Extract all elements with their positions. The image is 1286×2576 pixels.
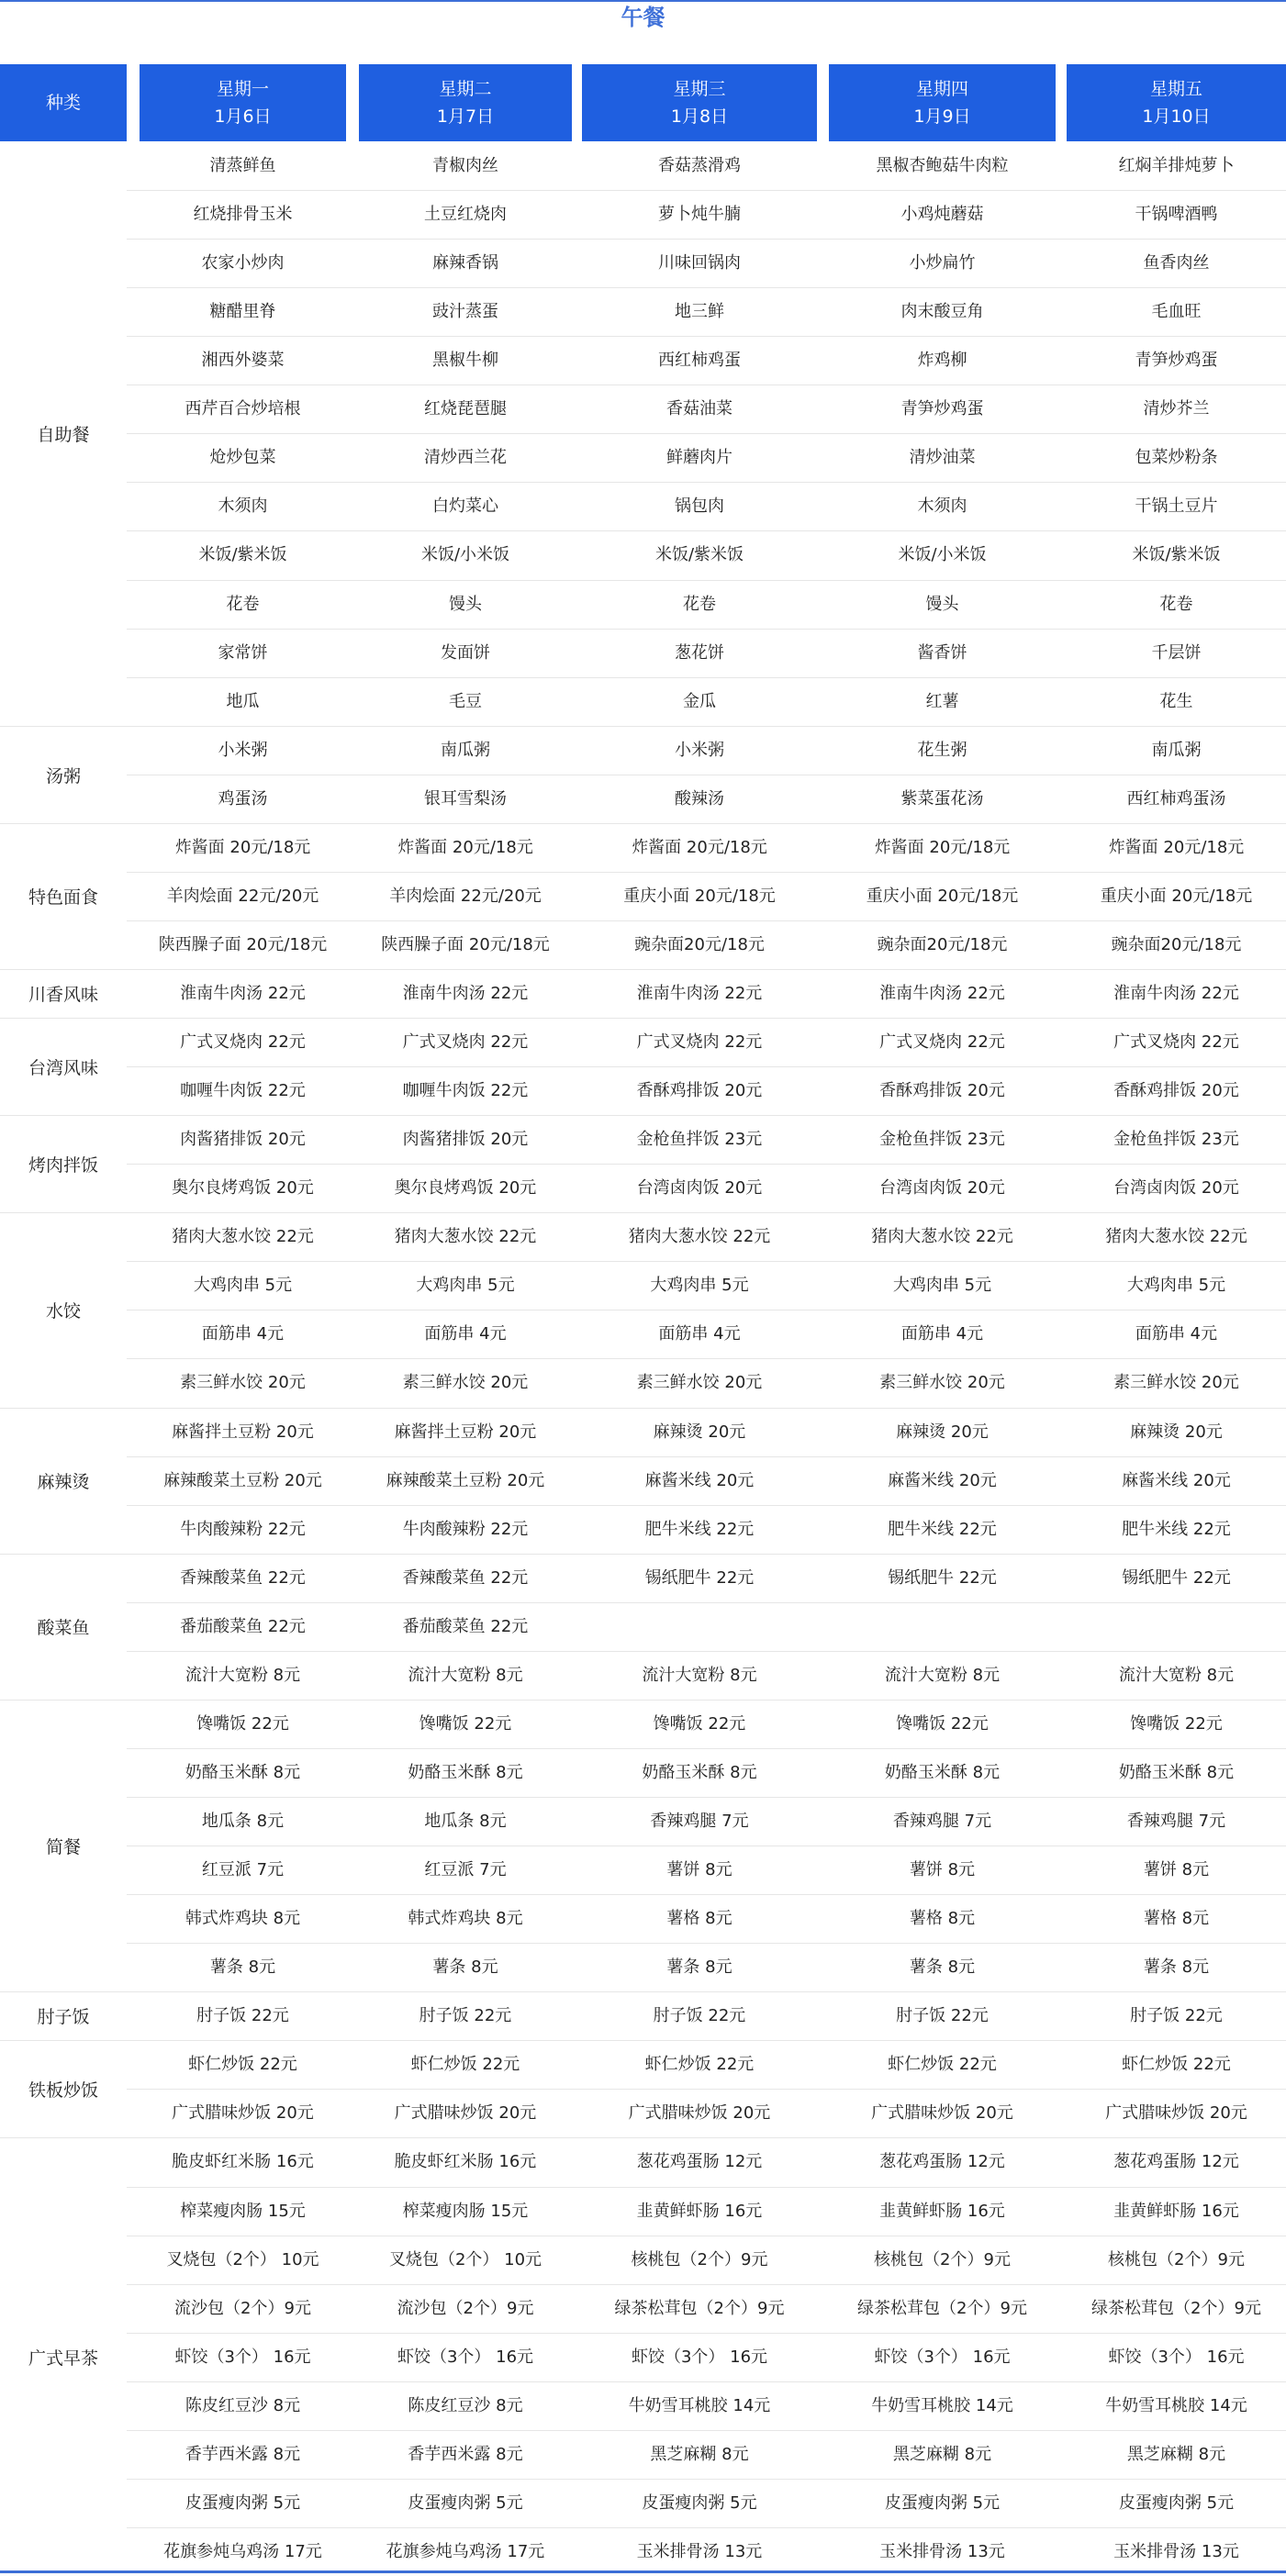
menu-item-tue: 流沙包（2个）9元 [397, 2299, 534, 2318]
menu-item-wed: 米饭/紫米饭 [654, 545, 744, 564]
menu-item-wed: 西红柿鸡蛋 [658, 351, 741, 370]
menu-item-mon: 馋嘴饭 22元 [196, 1714, 289, 1734]
menu-item-wed: 香菇蒸滑鸡 [658, 156, 741, 175]
menu-item-fri: 广式腊味炒饭 20元 [1105, 2103, 1247, 2123]
menu-item-tue: 米饭/小米饭 [420, 545, 510, 564]
menu-item-thu: 肘子饭 22元 [896, 2006, 989, 2025]
menu-item-thu: 猪肉大葱水饺 22元 [871, 1227, 1013, 1246]
menu-item-mon: 皮蛋瘦肉粥 5元 [185, 2493, 301, 2513]
menu-item-fri: 麻辣烫 20元 [1130, 1422, 1223, 1442]
menu-item-wed: 花卷 [683, 595, 716, 614]
page-title: 午餐 [621, 5, 665, 30]
menu-item-thu: 花生粥 [917, 741, 967, 760]
menu-item-wed: 奶酪玉米酥 8元 [642, 1763, 757, 1782]
menu-item-fri: 流汁大宽粉 8元 [1118, 1666, 1235, 1685]
menu-item-mon: 虾仁炒饭 22元 [188, 2055, 297, 2074]
menu-item-fri: 虾饺（3个） 16元 [1108, 2347, 1245, 2367]
menu-item-wed: 核桃包（2个）9元 [631, 2250, 768, 2269]
menu-item-fri: 薯条 8元 [1143, 1957, 1210, 1977]
menu-item-thu: 虾仁炒饭 22元 [888, 2055, 997, 2074]
menu-item-fri: 南瓜粥 [1151, 741, 1202, 760]
menu-item-mon: 鸡蛋汤 [218, 789, 268, 808]
menu-item-tue: 土豆红烧肉 [424, 205, 507, 224]
menu-item-mon: 香芋西米露 8元 [185, 2445, 301, 2464]
menu-item-tue: 青椒肉丝 [432, 156, 498, 175]
menu-item-thu: 重庆小面 20元/18元 [866, 887, 1019, 906]
menu-item-thu: 奶酪玉米酥 8元 [884, 1763, 1001, 1782]
menu-item-wed: 金枪鱼拌饭 23元 [636, 1130, 763, 1149]
menu-item-wed: 锡纸肥牛 22元 [644, 1568, 755, 1588]
menu-item-mon: 淮南牛肉汤 22元 [180, 984, 306, 1003]
menu-item-wed: 香菇油菜 [666, 399, 732, 418]
menu-item-tue: 奥尔良烤鸡饭 20元 [394, 1178, 537, 1198]
menu-item-fri: 薯格 8元 [1143, 1909, 1210, 1928]
menu-item-wed: 酸辣汤 [675, 789, 724, 808]
menu-item-thu: 香辣鸡腿 7元 [892, 1812, 992, 1831]
menu-item-wed: 猪肉大葱水饺 22元 [628, 1227, 771, 1246]
menu-item-fri: 花卷 [1159, 595, 1193, 614]
menu-item-fri: 清炒芥兰 [1143, 399, 1210, 418]
menu-item-thu: 韭黄鲜虾肠 16元 [879, 2202, 1005, 2221]
menu-item-mon: 米饭/紫米饭 [198, 545, 287, 564]
menu-item-fri: 虾仁炒饭 22元 [1122, 2055, 1231, 2074]
menu-item-fri: 香酥鸡排饭 20元 [1113, 1081, 1239, 1100]
menu-item-tue: 花旗参炖乌鸡汤 17元 [386, 2542, 545, 2561]
menu-item-fri: 葱花鸡蛋肠 12元 [1113, 2152, 1239, 2171]
menu-item-thu: 麻辣烫 20元 [896, 1422, 989, 1442]
menu-item-tue: 广式叉烧肉 22元 [402, 1032, 529, 1052]
menu-item-wed: 馋嘴饭 22元 [653, 1714, 746, 1734]
menu-item-thu: 素三鲜水饺 20元 [879, 1373, 1005, 1392]
header-date: 1月10日 [1142, 106, 1211, 127]
menu-item-thu: 青笋炒鸡蛋 [900, 399, 984, 418]
menu-item-fri: 薯饼 8元 [1143, 1860, 1210, 1879]
menu-item-tue: 陈皮红豆沙 8元 [408, 2396, 523, 2415]
menu-item-wed: 薯饼 8元 [666, 1860, 732, 1879]
category-label: 自助餐 [37, 425, 90, 445]
menu-item-tue: 牛肉酸辣粉 22元 [402, 1520, 529, 1539]
menu-item-wed: 黑芝麻糊 8元 [650, 2445, 749, 2464]
menu-item-thu: 台湾卤肉饭 20元 [879, 1178, 1005, 1198]
menu-item-fri: 西红柿鸡蛋汤 [1126, 789, 1226, 808]
menu-item-thu: 肉末酸豆角 [900, 302, 984, 321]
menu-item-thu: 流汁大宽粉 8元 [884, 1666, 1001, 1685]
header-weekday: 星期二 [439, 79, 492, 99]
menu-item-tue: 素三鲜水饺 20元 [402, 1373, 529, 1392]
category-label: 川香风味 [28, 985, 98, 1005]
menu-item-fri: 麻酱米线 20元 [1122, 1471, 1231, 1490]
menu-item-mon: 脆皮虾红米肠 16元 [172, 2152, 314, 2171]
menu-item-thu: 小炒扁竹 [909, 253, 976, 273]
menu-item-tue: 南瓜粥 [441, 741, 490, 760]
menu-item-mon: 奶酪玉米酥 8元 [185, 1763, 301, 1782]
header-day-fri [1067, 64, 1286, 141]
menu-item-thu: 馋嘴饭 22元 [896, 1714, 989, 1734]
menu-item-mon: 花卷 [226, 595, 260, 614]
menu-item-fri: 绿茶松茸包（2个）9元 [1091, 2299, 1261, 2318]
menu-item-mon: 地瓜条 8元 [201, 1812, 285, 1831]
menu-item-wed: 萝卜炖牛腩 [658, 205, 741, 224]
menu-item-tue: 虾饺（3个） 16元 [397, 2347, 534, 2367]
menu-item-thu: 大鸡肉串 5元 [892, 1276, 992, 1295]
menu-item-tue: 虾仁炒饭 22元 [410, 2055, 520, 2074]
menu-item-mon: 广式腊味炒饭 20元 [172, 2103, 314, 2123]
header-day-thu [829, 64, 1056, 141]
menu-item-mon: 牛肉酸辣粉 22元 [180, 1520, 306, 1539]
menu-item-wed: 面筋串 4元 [658, 1324, 741, 1344]
menu-item-tue: 咖喱牛肉饭 22元 [402, 1081, 529, 1100]
menu-item-mon: 猪肉大葱水饺 22元 [172, 1227, 314, 1246]
menu-item-fri: 面筋串 4元 [1135, 1324, 1218, 1344]
menu-item-mon: 西芹百合炒培根 [185, 399, 301, 418]
menu-item-tue: 皮蛋瘦肉粥 5元 [408, 2493, 523, 2513]
menu-item-wed: 锅包肉 [675, 496, 724, 516]
menu-item-fri: 青笋炒鸡蛋 [1135, 351, 1218, 370]
menu-item-wed: 川味回锅肉 [658, 253, 741, 273]
menu-item-mon: 肉酱猪排饭 20元 [180, 1130, 306, 1149]
menu-item-tue: 广式腊味炒饭 20元 [394, 2103, 537, 2123]
menu-item-fri: 台湾卤肉饭 20元 [1113, 1178, 1239, 1198]
menu-item-fri: 毛血旺 [1151, 302, 1202, 321]
menu-item-wed: 肘子饭 22元 [653, 2006, 746, 2025]
menu-item-thu: 豌杂面20元/18元 [877, 935, 1008, 954]
header-category-label: 种类 [45, 93, 81, 113]
menu-item-tue: 韩式炸鸡块 8元 [408, 1909, 523, 1928]
menu-item-tue: 脆皮虾红米肠 16元 [394, 2152, 537, 2171]
category-label: 烤肉拌饭 [28, 1154, 98, 1176]
menu-item-tue: 肘子饭 22元 [419, 2006, 512, 2025]
menu-item-tue: 大鸡肉串 5元 [416, 1276, 515, 1295]
menu-item-mon: 陈皮红豆沙 8元 [185, 2396, 301, 2415]
menu-item-thu: 核桃包（2个）9元 [874, 2250, 1011, 2269]
menu-item-fri: 核桃包（2个）9元 [1108, 2250, 1245, 2269]
category-label: 简餐 [45, 1836, 81, 1857]
menu-item-tue: 麻辣香锅 [432, 253, 498, 273]
menu-item-thu: 薯格 8元 [909, 1909, 976, 1928]
menu-item-mon: 红豆派 7元 [201, 1860, 285, 1879]
menu-item-wed: 虾饺（3个） 16元 [631, 2347, 768, 2367]
category-label: 肘子饭 [37, 2007, 90, 2027]
menu-item-thu: 淮南牛肉汤 22元 [879, 984, 1005, 1003]
category-label: 台湾风味 [28, 1057, 98, 1078]
menu-item-tue: 淮南牛肉汤 22元 [402, 984, 529, 1003]
menu-item-fri: 干锅啤酒鸭 [1135, 205, 1218, 224]
menu-item-wed: 绿茶松茸包（2个）9元 [614, 2299, 785, 2318]
menu-item-mon: 肘子饭 22元 [196, 2006, 289, 2025]
category-label: 特色面食 [28, 887, 98, 908]
menu-item-wed: 素三鲜水饺 20元 [636, 1373, 763, 1392]
menu-item-tue: 麻酱拌土豆粉 20元 [394, 1422, 537, 1442]
menu-item-fri: 红焖羊排炖萝卜 [1118, 156, 1235, 175]
menu-item-wed: 重庆小面 20元/18元 [623, 887, 776, 906]
header-date: 1月8日 [670, 106, 729, 127]
menu-item-tue: 毛豆 [449, 692, 482, 711]
menu-item-tue: 榨菜瘦肉肠 15元 [402, 2202, 529, 2221]
menu-item-mon: 素三鲜水饺 20元 [180, 1373, 306, 1392]
menu-item-wed: 流汁大宽粉 8元 [642, 1666, 757, 1685]
menu-item-tue: 红烧琵琶腿 [424, 399, 507, 418]
menu-item-tue: 薯条 8元 [432, 1957, 498, 1977]
menu-item-wed: 香辣鸡腿 7元 [650, 1812, 749, 1831]
menu-item-mon: 香辣酸菜鱼 22元 [180, 1568, 306, 1588]
menu-item-tue: 清炒西兰花 [424, 448, 507, 467]
menu-item-wed: 葱花饼 [675, 643, 724, 663]
menu-item-tue: 叉烧包（2个） 10元 [388, 2250, 542, 2269]
header-weekday: 星期四 [915, 79, 968, 99]
menu-item-mon: 木须肉 [218, 496, 268, 516]
menu-item-mon: 叉烧包（2个） 10元 [166, 2250, 319, 2269]
header-date: 1月9日 [913, 106, 971, 127]
menu-item-fri: 猪肉大葱水饺 22元 [1105, 1227, 1247, 1246]
menu-item-thu: 牛奶雪耳桃胶 14元 [871, 2396, 1013, 2415]
menu-item-tue: 香辣酸菜鱼 22元 [402, 1568, 529, 1588]
menu-item-mon: 地瓜 [226, 692, 260, 711]
menu-item-wed: 肥牛米线 22元 [644, 1520, 755, 1539]
menu-item-tue: 地瓜条 8元 [424, 1812, 507, 1831]
menu-item-wed: 薯条 8元 [666, 1957, 732, 1977]
menu-item-tue: 发面饼 [441, 643, 490, 663]
menu-item-wed: 牛奶雪耳桃胶 14元 [628, 2396, 771, 2415]
menu-item-mon: 韩式炸鸡块 8元 [185, 1909, 301, 1928]
menu-item-mon: 红烧排骨玉米 [193, 205, 293, 224]
menu-item-thu: 馒头 [925, 595, 959, 614]
menu-item-wed: 韭黄鲜虾肠 16元 [636, 2202, 763, 2221]
menu-item-mon: 羊肉烩面 22元/20元 [166, 887, 319, 906]
menu-item-mon: 大鸡肉串 5元 [193, 1276, 293, 1295]
menu-item-fri: 重庆小面 20元/18元 [1100, 887, 1253, 906]
menu-item-tue: 红豆派 7元 [424, 1860, 507, 1879]
menu-item-thu: 肥牛米线 22元 [888, 1520, 997, 1539]
menu-item-fri: 大鸡肉串 5元 [1126, 1276, 1226, 1295]
menu-item-tue: 奶酪玉米酥 8元 [408, 1763, 523, 1782]
menu-item-tue: 猪肉大葱水饺 22元 [394, 1227, 537, 1246]
menu-item-thu: 麻酱米线 20元 [888, 1471, 997, 1490]
menu-item-thu: 薯饼 8元 [909, 1860, 976, 1879]
header-weekday: 星期一 [216, 79, 269, 99]
header-weekday: 星期五 [1149, 79, 1202, 99]
menu-item-thu: 木须肉 [917, 496, 967, 516]
menu-item-thu: 绿茶松茸包（2个）9元 [857, 2299, 1027, 2318]
header-day-mon [140, 64, 346, 141]
menu-item-tue: 银耳雪梨汤 [424, 789, 507, 808]
menu-item-fri: 花生 [1159, 692, 1193, 711]
menu-item-mon: 花旗参炖乌鸡汤 17元 [163, 2542, 322, 2561]
menu-item-mon: 榨菜瘦肉肠 15元 [180, 2202, 306, 2221]
header-day-wed [582, 64, 817, 141]
menu-item-mon: 糖醋里脊 [209, 302, 276, 321]
menu-item-tue: 白灼菜心 [432, 496, 498, 516]
menu-item-tue: 番茄酸菜鱼 22元 [402, 1617, 529, 1636]
menu-item-thu: 薯条 8元 [909, 1957, 976, 1977]
category-label: 汤粥 [45, 765, 81, 786]
menu-item-fri: 炸酱面 20元/18元 [1108, 838, 1245, 857]
menu-item-fri: 黑芝麻糊 8元 [1126, 2445, 1226, 2464]
menu-item-fri: 包菜炒粉条 [1135, 448, 1218, 467]
header-date: 1月7日 [436, 106, 495, 127]
menu-item-tue: 黑椒牛柳 [432, 351, 498, 370]
menu-item-thu: 紫菜蛋花汤 [900, 789, 984, 808]
menu-item-fri: 鱼香肉丝 [1143, 253, 1210, 273]
menu-item-thu: 广式腊味炒饭 20元 [871, 2103, 1013, 2123]
menu-item-wed: 炸酱面 20元/18元 [632, 838, 767, 857]
menu-item-fri: 玉米排骨汤 13元 [1113, 2542, 1239, 2561]
menu-item-fri: 肘子饭 22元 [1130, 2006, 1223, 2025]
menu-item-wed: 广式叉烧肉 22元 [636, 1032, 763, 1052]
menu-item-fri: 香辣鸡腿 7元 [1126, 1812, 1226, 1831]
menu-item-wed: 大鸡肉串 5元 [650, 1276, 749, 1295]
menu-item-tue: 香芋西米露 8元 [408, 2445, 523, 2464]
menu-item-thu: 清炒油菜 [909, 448, 976, 467]
menu-item-wed: 麻酱米线 20元 [644, 1471, 755, 1490]
menu-item-thu: 锡纸肥牛 22元 [888, 1568, 997, 1588]
menu-item-fri [1067, 1602, 1286, 1651]
menu-item-tue: 陕西臊子面 20元/18元 [381, 935, 550, 954]
menu-item-mon: 清蒸鲜鱼 [209, 156, 276, 175]
menu-item-mon: 面筋串 4元 [201, 1324, 285, 1344]
menu-item-fri: 干锅土豆片 [1135, 496, 1218, 516]
menu-item-fri: 皮蛋瘦肉粥 5元 [1118, 2493, 1235, 2513]
menu-item-tue: 羊肉烩面 22元/20元 [389, 887, 542, 906]
menu-item-mon: 番茄酸菜鱼 22元 [180, 1617, 306, 1636]
menu-item-fri: 牛奶雪耳桃胶 14元 [1105, 2396, 1247, 2415]
menu-item-thu: 香酥鸡排饭 20元 [879, 1081, 1005, 1100]
menu-item-tue: 肉酱猪排饭 20元 [402, 1130, 529, 1149]
menu-item-thu: 广式叉烧肉 22元 [879, 1032, 1005, 1052]
category-label: 麻辣烫 [37, 1472, 90, 1492]
menu-item-mon: 奥尔良烤鸡饭 20元 [172, 1178, 314, 1198]
category-label: 水饺 [45, 1300, 81, 1321]
menu-item-wed: 小米粥 [675, 741, 724, 760]
menu-item-wed: 虾仁炒饭 22元 [644, 2055, 755, 2074]
menu-item-fri: 千层饼 [1151, 643, 1202, 663]
menu-item-thu: 酱香饼 [917, 643, 967, 663]
menu-item-fri: 淮南牛肉汤 22元 [1113, 984, 1239, 1003]
menu-item-thu: 金枪鱼拌饭 23元 [879, 1130, 1005, 1149]
menu-item-mon: 家常饼 [218, 643, 268, 663]
menu-item-fri: 肥牛米线 22元 [1122, 1520, 1231, 1539]
menu-item-thu: 虾饺（3个） 16元 [874, 2347, 1011, 2367]
menu-item-mon: 湘西外婆菜 [201, 351, 285, 370]
menu-item-tue: 豉汁蒸蛋 [432, 302, 498, 321]
menu-item-mon: 虾饺（3个） 16元 [174, 2347, 311, 2367]
menu-item-fri: 豌杂面20元/18元 [1111, 935, 1242, 954]
menu-item-thu: 玉米排骨汤 13元 [879, 2542, 1005, 2561]
menu-item-mon: 薯条 8元 [209, 1957, 276, 1977]
category-label: 酸菜鱼 [37, 1618, 90, 1638]
menu-item-thu: 小鸡炖蘑菇 [900, 205, 984, 224]
menu-item-fri: 金枪鱼拌饭 23元 [1113, 1130, 1239, 1149]
menu-item-wed: 金瓜 [683, 692, 716, 711]
menu-item-wed: 地三鲜 [675, 302, 724, 321]
header-category [0, 64, 127, 141]
menu-item-wed: 麻辣烫 20元 [653, 1422, 746, 1442]
menu-item-wed: 鲜蘑肉片 [666, 448, 732, 467]
menu-item-wed [582, 1602, 817, 1651]
menu-item-wed: 淮南牛肉汤 22元 [636, 984, 763, 1003]
menu-item-thu: 面筋串 4元 [900, 1324, 984, 1344]
menu-item-fri: 米饭/紫米饭 [1132, 545, 1221, 564]
header-weekday: 星期三 [673, 79, 726, 99]
menu-item-mon: 炸酱面 20元/18元 [174, 838, 311, 857]
menu-item-thu: 葱花鸡蛋肠 12元 [879, 2152, 1005, 2171]
menu-item-mon: 小米粥 [218, 741, 268, 760]
menu-item-fri: 锡纸肥牛 22元 [1122, 1568, 1231, 1588]
menu-item-wed: 葱花鸡蛋肠 12元 [636, 2152, 763, 2171]
menu-item-tue: 面筋串 4元 [424, 1324, 507, 1344]
menu-item-thu: 红薯 [925, 692, 959, 711]
menu-item-mon: 广式叉烧肉 22元 [180, 1032, 306, 1052]
menu-item-fri: 馋嘴饭 22元 [1130, 1714, 1223, 1734]
menu-item-mon: 咖喱牛肉饭 22元 [180, 1081, 306, 1100]
menu-item-mon: 农家小炒肉 [201, 253, 285, 273]
header-date: 1月6日 [214, 106, 272, 127]
menu-item-wed: 广式腊味炒饭 20元 [628, 2103, 771, 2123]
menu-item-fri: 广式叉烧肉 22元 [1113, 1032, 1239, 1052]
menu-item-tue: 馒头 [449, 595, 482, 614]
menu-item-mon: 流沙包（2个）9元 [174, 2299, 311, 2318]
menu-item-thu: 炸鸡柳 [917, 351, 967, 370]
menu-item-fri: 奶酪玉米酥 8元 [1118, 1763, 1235, 1782]
menu-item-tue: 炸酱面 20元/18元 [397, 838, 533, 857]
menu-item-wed: 台湾卤肉饭 20元 [636, 1178, 763, 1198]
category-label: 铁板炒饭 [28, 2080, 98, 2101]
menu-item-thu [829, 1602, 1056, 1651]
menu-item-mon: 流汁大宽粉 8元 [185, 1666, 301, 1685]
menu-item-fri: 韭黄鲜虾肠 16元 [1113, 2202, 1239, 2221]
menu-item-thu: 米饭/小米饭 [898, 545, 987, 564]
menu-item-thu: 黑椒杏鲍菇牛肉粒 [876, 156, 1009, 175]
menu-item-thu: 炸酱面 20元/18元 [874, 838, 1011, 857]
menu-item-wed: 薯格 8元 [666, 1909, 732, 1928]
menu-item-mon: 麻酱拌土豆粉 20元 [172, 1422, 314, 1442]
category-label: 广式早茶 [28, 2347, 98, 2369]
menu-item-thu: 黑芝麻糊 8元 [892, 2445, 992, 2464]
menu-item-thu: 皮蛋瘦肉粥 5元 [884, 2493, 1001, 2513]
menu-item-mon: 麻辣酸菜土豆粉 20元 [163, 1471, 322, 1490]
menu-item-wed: 皮蛋瘦肉粥 5元 [642, 2493, 757, 2513]
menu-item-tue: 馋嘴饭 22元 [419, 1714, 512, 1734]
menu-item-wed: 玉米排骨汤 13元 [636, 2542, 763, 2561]
menu-item-fri: 素三鲜水饺 20元 [1113, 1373, 1239, 1392]
menu-item-wed: 豌杂面20元/18元 [634, 935, 765, 954]
header-day-tue [359, 64, 572, 141]
menu-item-mon: 陕西臊子面 20元/18元 [158, 935, 328, 954]
menu-item-tue: 麻辣酸菜土豆粉 20元 [386, 1471, 545, 1490]
menu-item-mon: 炝炒包菜 [209, 448, 276, 467]
menu-item-tue: 流汁大宽粉 8元 [408, 1666, 523, 1685]
menu-item-wed: 香酥鸡排饭 20元 [636, 1081, 763, 1100]
